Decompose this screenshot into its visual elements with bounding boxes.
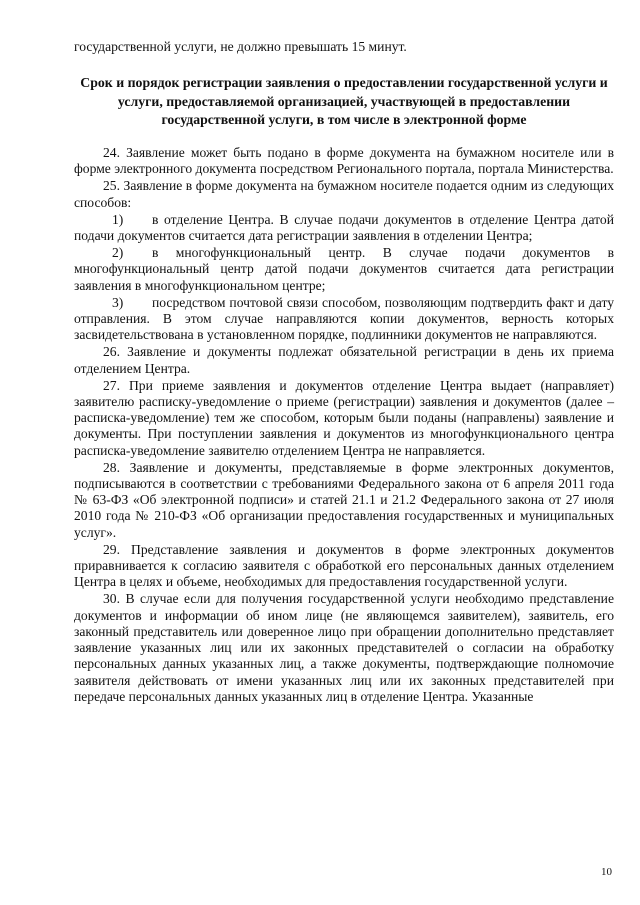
list-item bbox=[74, 295, 614, 344]
page-number: 10 bbox=[601, 866, 612, 878]
list-item bbox=[74, 245, 614, 294]
list-item-text: посредством почтовой связи способом, позволяющим подтвердить факт и дату отправления. В этом случае направляются копии документов, верность которых засвидетельствована в установленном порядке, подлинники документов не направляются. bbox=[74, 294, 614, 343]
section-heading: Срок и порядок регистрации заявления о предоставлении государственной услуги и услуги, предоставляемой организацией, участвующей в предоставлении государственной услуги, в том числе в электронной форме bbox=[80, 75, 608, 127]
paragraph-30: 30. В случае если для получения государственной услуги необходимо представление документов и информации об ином лице (не являющемся заявителем), заявитель, его законный представитель или доверенное лицо при обращении дополнительно представляет заявление указанных лиц или их законных представителей о согласии на обработку персональных данных указанных лиц, а также документы, подтверждающие полномочие заявителя действовать от имени указанных лиц или их законных представителей при передаче персональных данных указанных лиц в отделение Центра. Указанные bbox=[74, 591, 614, 704]
list-item-number: 2) bbox=[112, 245, 124, 261]
list-item-text: в многофункциональный центр. В случае подачи документов в многофункциональный центр датой подачи документов считается дата регистрации заявления в многофункциональном центре; bbox=[74, 245, 614, 293]
list-item bbox=[74, 212, 614, 244]
paragraph-25: 25. Заявление в форме документа на бумажном носителе подается одним из следующих способов: bbox=[74, 178, 614, 210]
paragraph-27: 27. При приеме заявления и документов отделение Центра выдает (направляет) заявителю расписку-уведомление о приеме (регистрации) заявления и документов (далее – расписка-уведомление) тем же способом, которым были поданы (направлены) заявление и документы. При поступлении заявления и документов из многофункционального центра расписка-уведомление заявителю отделением Центра не направляется. bbox=[74, 377, 614, 458]
paragraph-24: 24. Заявление может быть подано в форме документа на бумажном носителе или в форме электронного документа посредством Регионального портала, портала Министерства. bbox=[74, 145, 614, 177]
paragraph-29: 29. Представление заявления и документов в форме электронных документов приравнивается к согласию заявителя с обработкой его персональных данных отделением Центра в целях и объеме, необходимых для предоставления государственной услуги. bbox=[74, 541, 614, 590]
list-item-number: 1) bbox=[112, 211, 124, 227]
continuation-line: государственной услуги, не должно превышать 15 минут. bbox=[74, 39, 407, 54]
paragraph-26: 26. Заявление и документы подлежат обязательной регистрации в день их приема отделением Центра. bbox=[74, 344, 614, 376]
list-item-text: в отделение Центра. В случае подачи документов в отделение Центра датой подачи документов считается дата регистрации заявления в отделении Центра; bbox=[74, 211, 614, 244]
document-body bbox=[74, 145, 614, 706]
paragraph-28: 28. Заявление и документы, представляемые в форме электронных документов, подписываются в соответствии с требованиями Федерального закона от 6 апреля 2011 года № 63-ФЗ «Об электронной подписи» и статей 21.1 и 21.2 Федерального закона от 27 июля 2010 года № 210-ФЗ «Об организации предоставления государственных и муниципальных услуг». bbox=[74, 459, 614, 540]
list-item-number: 3) bbox=[112, 294, 124, 310]
